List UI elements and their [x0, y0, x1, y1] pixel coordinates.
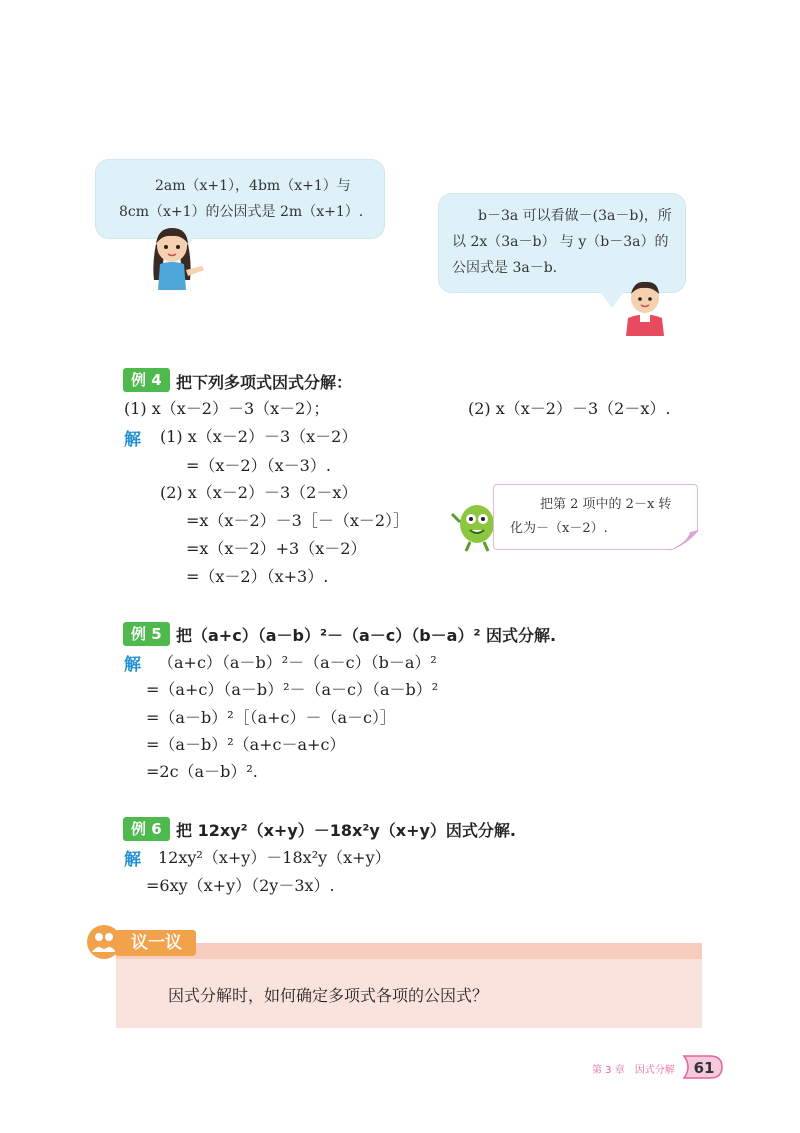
example4-step5: =x（x－2）+3（x－2）: [186, 539, 367, 558]
example4-title: 把下列多项式因式分解：: [176, 373, 353, 392]
example4-label: 例 4: [123, 368, 170, 392]
hint-note-line2: 化为－（x－2）.: [510, 521, 608, 536]
example4-question2: (2) x（x－2）－3（2－x）.: [468, 399, 671, 418]
example6-step2: =6xy（x+y）（2y－3x）.: [146, 876, 335, 895]
example5-step3: =（a－b）²［（a+c）－（a－c）］: [146, 708, 397, 727]
discuss-box: [116, 943, 702, 1028]
page-curl-icon: [668, 530, 699, 551]
example5-step2: =（a+c）（a－b）²－（a－c）（a－b）²: [146, 680, 439, 699]
footer-chapter: 第 3 章 因式分解: [592, 1065, 675, 1076]
discuss-strip: [116, 943, 702, 959]
example5-solution-label: 解: [124, 655, 141, 675]
bubble-right-tail: [600, 292, 624, 308]
bubble-left-line1: 2am（x+1），4bm（x+1）与: [155, 178, 351, 194]
girl-character-icon: [142, 224, 212, 290]
example6-label: 例 6: [123, 817, 170, 841]
example5-step1: （a+c）（a－b）²－（a－c）（b－a）²: [158, 653, 437, 672]
example5-label: 例 5: [123, 622, 170, 646]
example4-step4: =x（x－2）－3［－（x－2）］: [186, 511, 410, 530]
bubble-right-line3: 公因式是 3a－b.: [452, 260, 558, 276]
example6-step1: 12xy²（x+y）－18x²y（x+y）: [158, 848, 391, 867]
page-number: 61: [693, 1059, 715, 1077]
discuss-question: 因式分解时，如何确定多项式各项的公因式？: [168, 986, 489, 1005]
page-number-badge: [680, 1052, 724, 1082]
example4-step1: (1) x（x－2）－3（x－2）: [160, 427, 358, 446]
bubble-right-line1: b－3a 可以看做－(3a－b)，所: [478, 208, 672, 224]
example4-question1: (1) x（x－2）－3（x－2）；: [124, 399, 330, 418]
example5-step5: =2c（a－b）².: [146, 762, 258, 781]
example5-step4: =（a－b）²（a+c－a+c）: [146, 735, 346, 754]
boy-character-icon: [622, 278, 668, 336]
bubble-right-line2: 以 2x（3a－b） 与 y（b－3a）的: [452, 234, 669, 250]
hint-note-line1: 把第 2 项中的 2－x 转: [540, 497, 672, 512]
bubble-left-line2: 8cm（x+1）的公因式是 2m（x+1）.: [119, 204, 364, 220]
speech-bubble-left: [95, 159, 385, 239]
example4-step2: =（x－2）（x－3）.: [186, 456, 331, 475]
example4-solution-label: 解: [124, 430, 141, 450]
example6-solution-label: 解: [124, 850, 141, 870]
discuss-tag: 议一议: [115, 930, 196, 956]
example5-title: 把（a+c）（a－b）²－（a－c）（b－a）² 因式分解.: [176, 626, 557, 645]
example4-step3: (2) x（x－2）－3（2－x）: [160, 483, 358, 502]
example6-title: 把 12xy²（x+y）－18x²y（x+y）因式分解.: [176, 821, 517, 840]
example4-step6: =（x－2）（x+3）.: [186, 567, 329, 586]
